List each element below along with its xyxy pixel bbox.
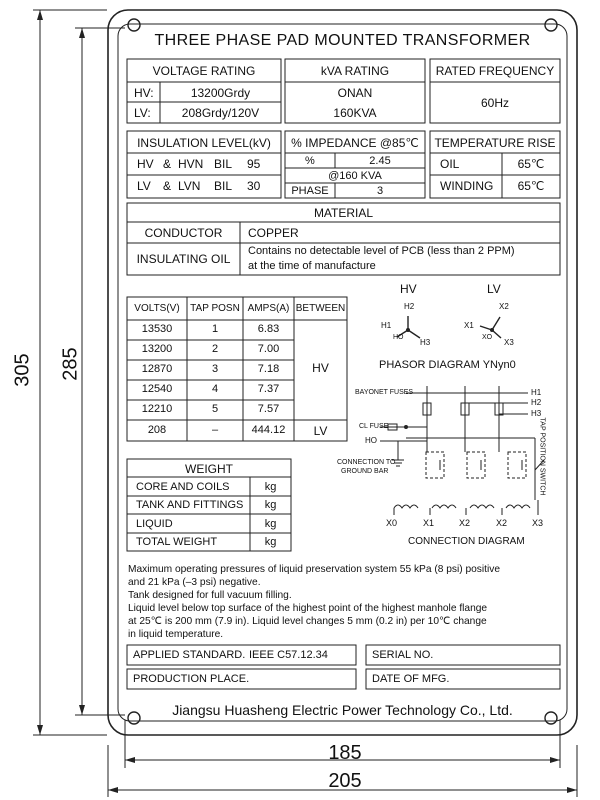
phasor-x0: XO — [482, 334, 493, 341]
tap-col-volts: VOLTS(V) — [134, 303, 180, 314]
table-row: TANK AND FITTINGS — [136, 499, 244, 511]
table-row: LIQUID — [136, 518, 173, 530]
table-row: kg — [264, 518, 277, 530]
applied-standard-label: APPLIED STANDARD. — [133, 649, 246, 661]
ground-label-2: GROUND BAR — [341, 468, 389, 475]
bayonet-fuses-label: BAYONET FUSES — [355, 389, 414, 396]
dim-inner-width: 185 — [328, 742, 362, 764]
table-row: 7.57 — [257, 403, 280, 415]
connection-caption: CONNECTION DIAGRAM — [408, 536, 525, 547]
frequency-value: 60Hz — [480, 96, 509, 110]
insulation-header: INSULATION LEVEL(kV) — [137, 136, 271, 150]
table-row: 1 — [211, 323, 219, 335]
table-row: 13530 — [141, 323, 173, 335]
note-line: Maximum operating pressures of liquid preservation system 55 kPa (8 psi) positive — [128, 564, 501, 575]
dim-inner-height: 285 — [59, 347, 82, 381]
conductor-value: COPPER — [248, 226, 299, 240]
between-hv: HV — [312, 361, 329, 375]
tap-col-between: BETWEEN — [295, 303, 346, 314]
table-row: 7.37 — [257, 383, 280, 395]
insulating-oil-line2: at the time of manufacture — [248, 260, 376, 272]
lv-label: LV: — [134, 106, 151, 120]
phase-label: PHASE — [291, 185, 329, 197]
phasor-x1: X1 — [464, 321, 474, 330]
note-line: Tank designed for full vacuum filling. — [128, 590, 292, 601]
weight-header: WEIGHT — [185, 462, 233, 476]
impedance-header: % IMPEDANCE @85℃ — [291, 136, 419, 150]
hv-label: HV: — [134, 86, 154, 100]
connection-diagram — [380, 386, 544, 515]
conn-bottom-x3: X3 — [532, 518, 544, 528]
serial-no-label: SERIAL NO. — [372, 649, 434, 661]
table-row: 6.83 — [257, 323, 280, 335]
insulation-hv-bil: BIL — [214, 157, 233, 171]
insulation-hvn: HVN — [178, 157, 204, 171]
winding-label: WINDING — [440, 179, 494, 193]
production-place-label: PRODUCTION PLACE. — [133, 673, 250, 685]
phasor-x2: X2 — [499, 302, 509, 311]
table-row: 208 — [147, 424, 167, 436]
insulation-lvn: LVN — [178, 179, 201, 193]
dim-outer-width: 205 — [328, 770, 362, 792]
insulation-lv: LV — [137, 179, 151, 193]
impedance-pct-value: 2.45 — [369, 155, 391, 167]
conn-bottom-x2a: X2 — [459, 518, 471, 528]
table-row: kg — [264, 481, 277, 493]
table-row: 444.12 — [251, 424, 286, 436]
applied-standard-value: IEEE C57.12.34 — [249, 649, 328, 661]
table-row: 4 — [211, 383, 219, 395]
tap-col-amps: AMPS(A) — [247, 303, 290, 314]
insulation-lv-bil: BIL — [214, 179, 233, 193]
insulation-hv: HV — [137, 157, 154, 171]
table-row: 7.00 — [257, 343, 280, 355]
impedance-at-kva: @160 KVA — [328, 170, 382, 182]
impedance-pct-label: % — [305, 155, 315, 167]
table-row: 7.18 — [257, 363, 280, 375]
phasor-h0: HO — [393, 334, 404, 341]
phasor-h2: H2 — [404, 302, 415, 311]
table-row: 5 — [211, 403, 219, 415]
kva-header: kVA RATING — [320, 64, 390, 78]
conn-bottom-x2b: X2 — [496, 518, 508, 528]
table-row: TOTAL WEIGHT — [136, 536, 218, 548]
hv-value: 13200Grdy — [190, 86, 251, 100]
table-row: 12540 — [141, 383, 173, 395]
table-row: 2 — [211, 343, 219, 355]
conn-h3: H3 — [531, 409, 542, 418]
conn-h1: H1 — [531, 388, 542, 397]
table-row: – — [211, 424, 219, 436]
note-line: in liquid temperature. — [128, 629, 224, 640]
phasor-lv-title: LV — [487, 282, 501, 296]
table-row: kg — [264, 536, 277, 548]
conductor-label: CONDUCTOR — [144, 226, 223, 240]
tap-col-posn: TAP POSN — [190, 303, 240, 314]
phasor-h3: H3 — [420, 338, 431, 347]
table-row: 12210 — [141, 403, 173, 415]
between-lv: LV — [313, 424, 328, 438]
insulating-oil-label: INSULATING OIL — [136, 252, 231, 266]
insulation-hv-amp: & — [163, 157, 172, 171]
insulation-lv-amp: & — [163, 179, 172, 193]
winding-value: 65℃ — [517, 179, 545, 193]
table-row: CORE AND COILS — [136, 481, 230, 493]
insulation-lv-value: 30 — [247, 179, 261, 193]
conn-bottom-x1: X1 — [423, 518, 435, 528]
insulating-oil-line1: Contains no detectable level of PCB (less than 2 PPM) — [248, 245, 515, 257]
ground-label-1: CONNECTION TO — [337, 459, 396, 466]
lv-value: 208Grdy/120V — [181, 106, 260, 120]
company-name: Jiangsu Huasheng Electric Power Technology Co., Ltd. — [172, 702, 513, 718]
kva-value: 160KVA — [333, 106, 377, 120]
oil-value: 65℃ — [517, 157, 545, 171]
table-row: 12870 — [141, 363, 173, 375]
note-line: and 21 kPa (–3 psi) negative. — [128, 577, 261, 588]
frequency-header: RATED FREQUENCY — [435, 64, 555, 78]
table-row: 3 — [211, 363, 219, 375]
cl-fuse-label: CL FUSE — [359, 423, 389, 430]
oil-label: OIL — [440, 157, 460, 171]
material-header: MATERIAL — [313, 206, 374, 220]
note-line: Liquid level below top surface of the highest point of the highest manhole flange — [128, 603, 488, 614]
plate-title: THREE PHASE PAD MOUNTED TRANSFORMER — [154, 32, 531, 49]
phasor-x3: X3 — [504, 338, 514, 347]
table-row: 13200 — [141, 343, 173, 355]
phasor-caption: PHASOR DIAGRAM YNyn0 — [379, 359, 516, 371]
phasor-h1: H1 — [381, 321, 392, 330]
voltage-header: VOLTAGE RATING — [152, 64, 256, 78]
kva-cooling: ONAN — [337, 86, 373, 100]
tap-position-switch-label: TAP POSITION SWITCH — [538, 417, 546, 496]
dim-outer-height: 305 — [11, 353, 34, 387]
table-row: kg — [264, 499, 277, 511]
temperature-header: TEMPERATURE RISE — [434, 136, 556, 150]
conn-ho: HO — [365, 436, 377, 445]
insulation-hv-value: 95 — [247, 157, 261, 171]
conn-bottom-x0: X0 — [386, 518, 398, 528]
date-of-mfg-label: DATE OF MFG. — [372, 673, 450, 685]
phase-value: 3 — [376, 185, 384, 197]
note-line: at 25℃ is 200 mm (7.9 in). Liquid level changes 5 mm (0.2 in) per 10℃ change — [128, 616, 487, 627]
phasor-hv-title: HV — [400, 282, 417, 296]
conn-h2: H2 — [531, 398, 542, 407]
